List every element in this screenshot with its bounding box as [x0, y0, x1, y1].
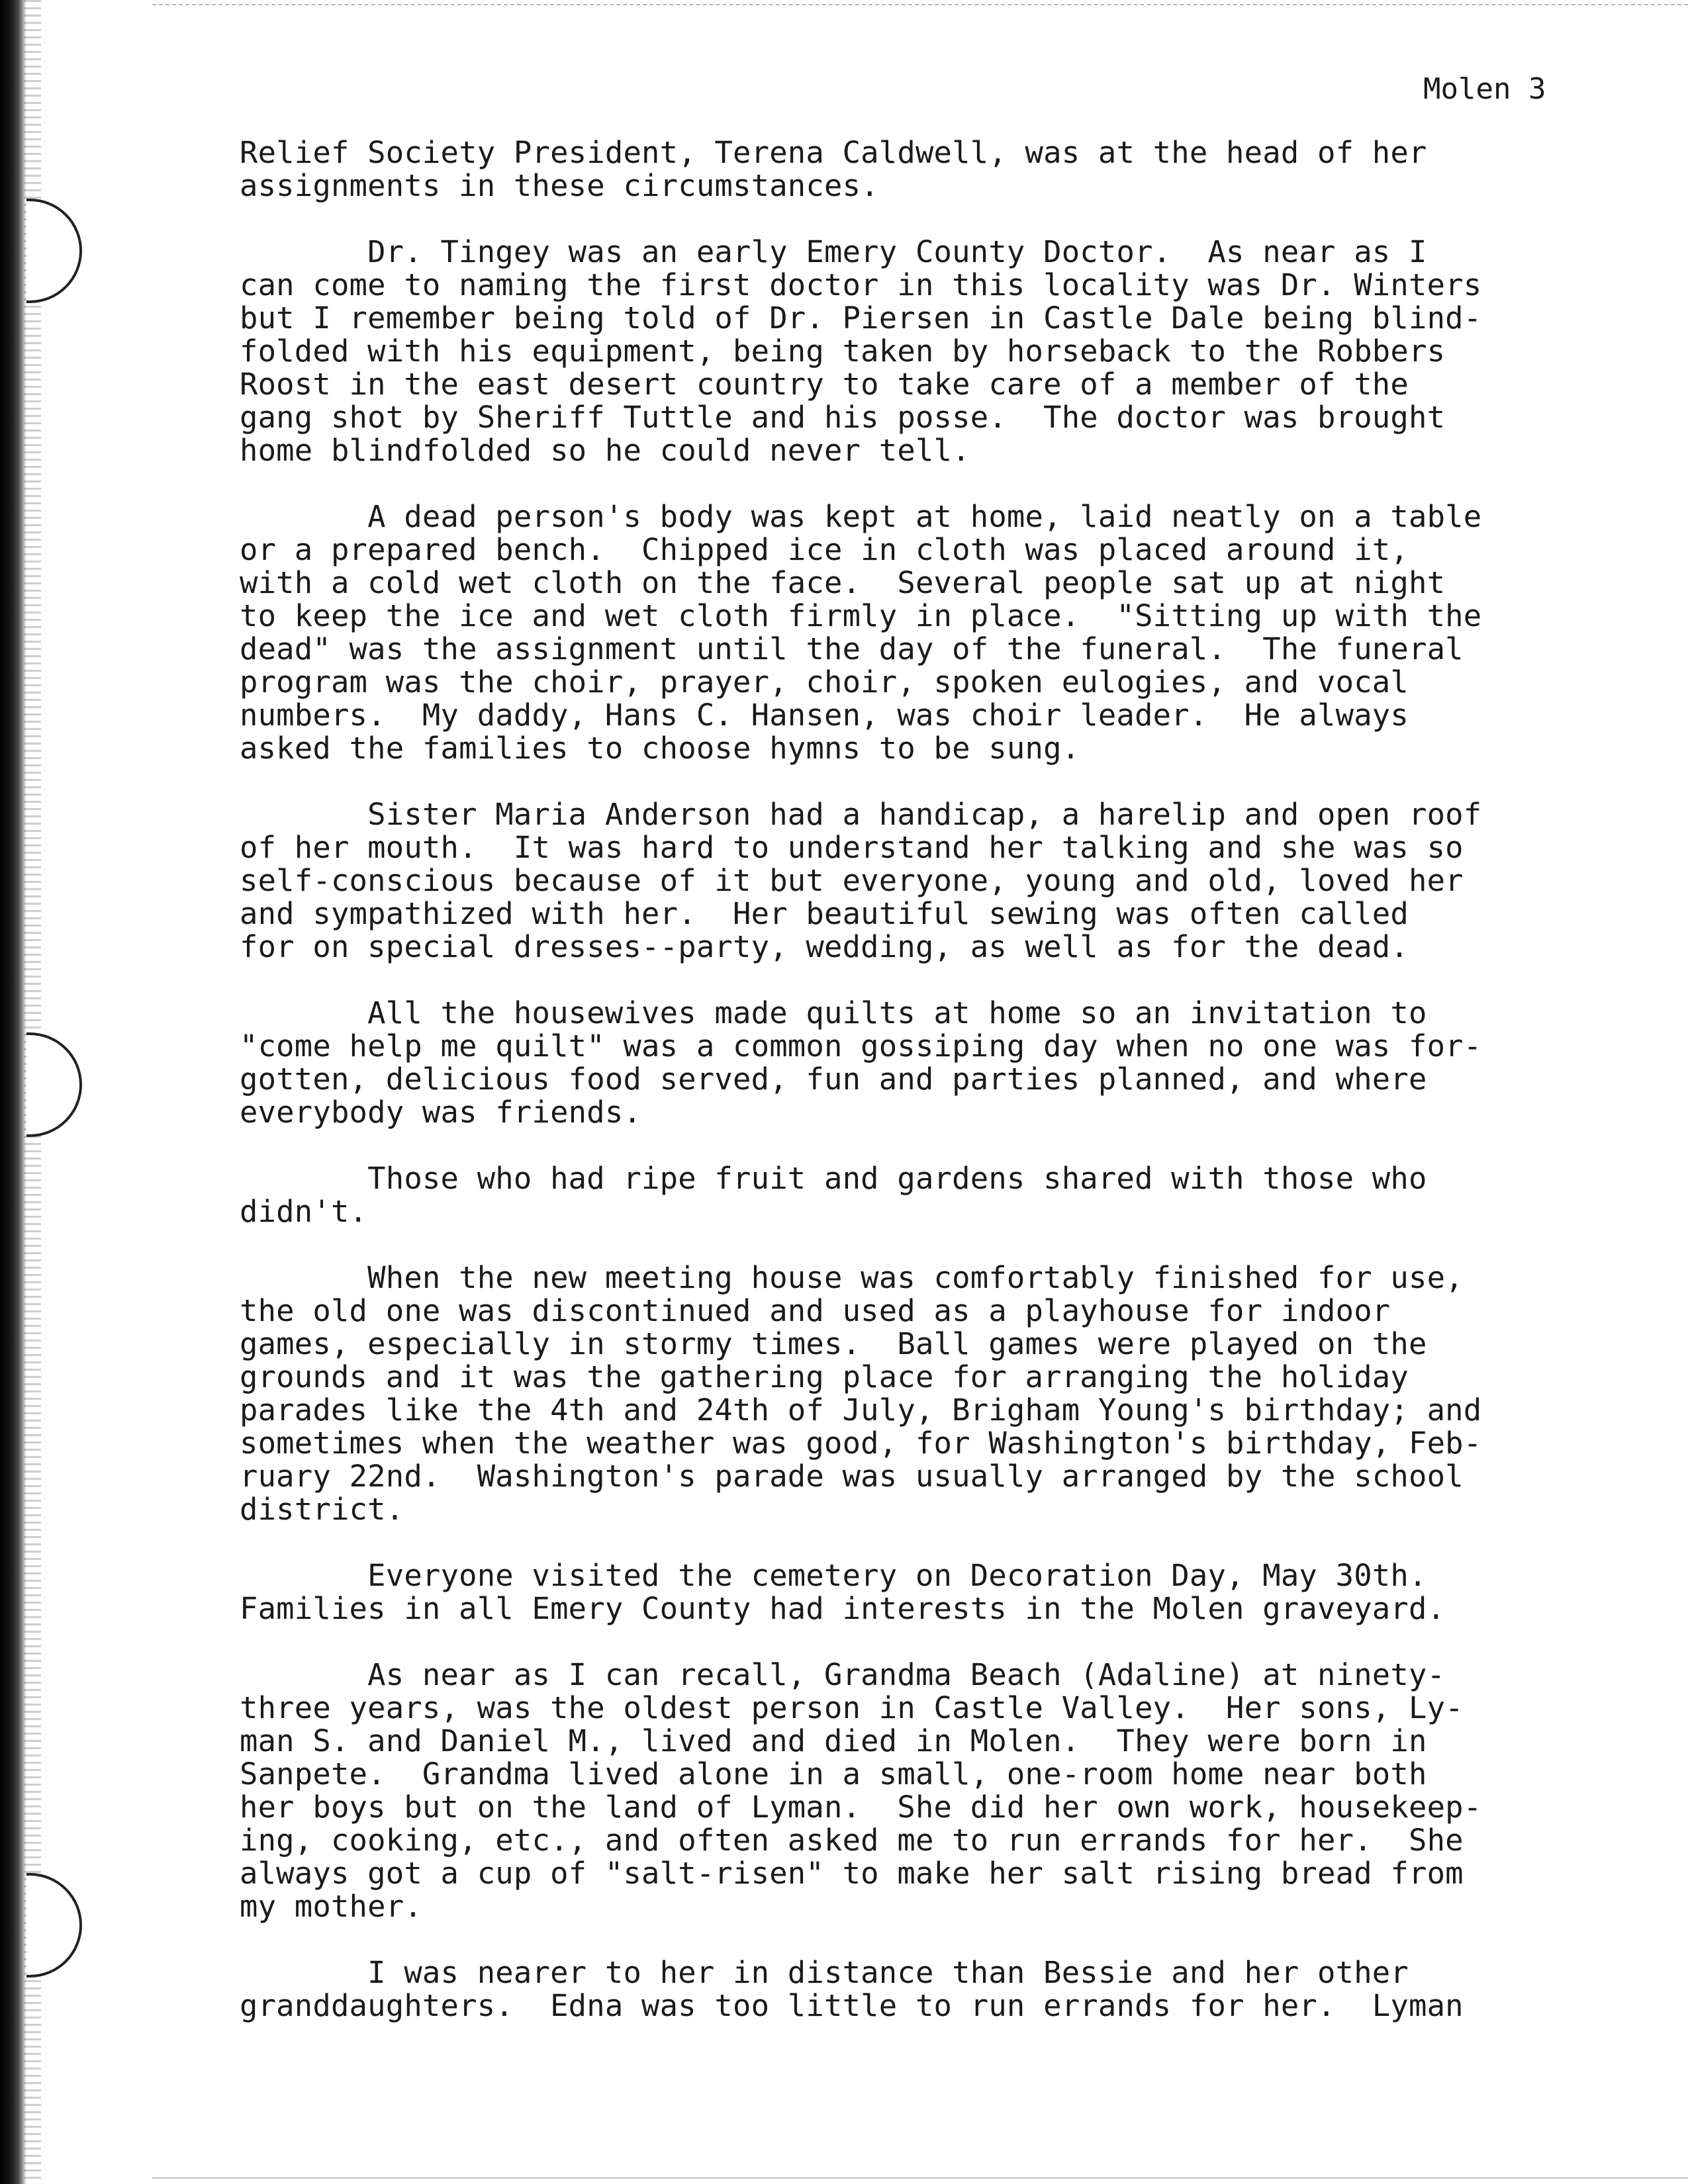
text-line: A dead person's body was kept at home, laid neatly on a table: [240, 499, 1482, 534]
text-line: district.: [240, 1492, 404, 1527]
text-line: with a cold wet cloth on the face. Several people sat up at night: [240, 565, 1446, 600]
text-line: Relief Society President, Terena Caldwell, was at the head of her: [240, 135, 1427, 170]
text-line: or a prepared bench. Chipped ice in cloth was placed around it,: [240, 532, 1409, 567]
punch-hole-bottom: [26, 1873, 82, 1978]
text-line: program was the choir, prayer, choir, spoken eulogies, and vocal: [240, 664, 1409, 700]
text-line: and sympathized with her. Her beautiful sewing was often called: [240, 896, 1409, 931]
paragraph: [240, 1659, 1590, 1923]
text-line: granddaughters. Edna was too little to run errands for her. Lyman: [240, 1988, 1464, 2023]
paragraph: [240, 1559, 1590, 1625]
text-line: sometimes when the weather was good, for Washington's birthday, Feb-: [240, 1426, 1482, 1461]
paragraph: [240, 798, 1590, 964]
paragraph: [240, 500, 1590, 765]
text-line: to keep the ice and wet cloth firmly in place. "Sitting up with the: [240, 598, 1482, 633]
paragraph: [240, 1162, 1590, 1228]
text-line: dead" was the assignment until the day of the funeral. The funeral: [240, 631, 1464, 666]
text-line: but I remember being told of Dr. Piersen in Castle Dale being blind-: [240, 300, 1482, 336]
text-line: ruary 22nd. Washington's parade was usually arranged by the school: [240, 1459, 1464, 1494]
text-line: Families in all Emery County had interests in the Molen graveyard.: [240, 1591, 1446, 1626]
text-line: everybody was friends.: [240, 1095, 642, 1130]
text-line: ing, cooking, etc., and often asked me to run errands for her. She: [240, 1823, 1464, 1858]
paragraph: [240, 997, 1590, 1129]
text-line: Dr. Tingey was an early Emery County Doctor. As near as I: [240, 234, 1427, 269]
text-line: Everyone visited the cemetery on Decoration Day, May 30th.: [240, 1558, 1427, 1593]
text-line: three years, was the oldest person in Castle Valley. Her sons, Ly-: [240, 1690, 1464, 1725]
body-text: [240, 136, 1590, 2056]
text-line: games, especially in stormy times. Ball games were played on the: [240, 1326, 1427, 1361]
text-line: asked the families to choose hymns to be sung.: [240, 731, 1080, 766]
text-line: of her mouth. It was hard to understand her talking and she was so: [240, 830, 1464, 865]
binding-edge: [0, 0, 26, 2184]
punch-hole-middle: [26, 1032, 82, 1137]
text-line: home blindfolded so he could never tell.: [240, 433, 970, 468]
text-line: Those who had ripe fruit and gardens shared with those who: [240, 1161, 1427, 1196]
paragraph: [240, 136, 1590, 203]
text-line: always got a cup of "salt-risen" to make her salt rising bread from: [240, 1856, 1464, 1891]
page-number: Molen 3: [1423, 72, 1546, 106]
text-line: All the housewives made quilts at home so an invitation to: [240, 995, 1427, 1030]
text-line: parades like the 4th and 24th of July, Brigham Young's birthday; and: [240, 1392, 1482, 1428]
bottom-edge-line: [152, 2177, 1688, 2179]
text-line: Sanpete. Grandma lived alone in a small, one-room home near both: [240, 1756, 1427, 1792]
text-line: self-conscious because of it but everyone, young and old, loved her: [240, 863, 1464, 898]
text-line: When the new meeting house was comfortably finished for use,: [240, 1260, 1464, 1295]
text-line: Roost in the east desert country to take care of a member of the: [240, 367, 1409, 402]
text-line: I was nearer to her in distance than Bessie and her other: [240, 1955, 1409, 1990]
text-line: gang shot by Sheriff Tuttle and his posse. The doctor was brought: [240, 400, 1446, 435]
text-line: for on special dresses--party, wedding, as well as for the dead.: [240, 929, 1409, 964]
text-line: "come help me quilt" was a common gossiping day when no one was for-: [240, 1028, 1482, 1064]
text-line: my mother.: [240, 1889, 422, 1924]
text-line: As near as I can recall, Grandma Beach (Adaline) at ninety-: [240, 1657, 1446, 1692]
text-line: assignments in these circumstances.: [240, 168, 879, 203]
text-line: didn't.: [240, 1194, 368, 1229]
paragraph: [240, 236, 1590, 467]
text-line: grounds and it was the gathering place for arranging the holiday: [240, 1359, 1409, 1394]
text-line: numbers. My daddy, Hans C. Hansen, was choir leader. He always: [240, 698, 1409, 733]
text-line: gotten, delicious food served, fun and parties planned, and where: [240, 1062, 1427, 1097]
top-edge-line: [152, 4, 1688, 5]
text-line: folded with his equipment, being taken by horseback to the Robbers: [240, 334, 1446, 369]
paragraph: [240, 1956, 1590, 2023]
punch-hole-top: [26, 199, 82, 303]
text-line: Sister Maria Anderson had a handicap, a harelip and open roof: [240, 797, 1482, 832]
text-line: the old one was discontinued and used as a playhouse for indoor: [240, 1293, 1391, 1328]
paragraph: [240, 1261, 1590, 1526]
text-line: her boys but on the land of Lyman. She did her own work, housekeep-: [240, 1790, 1482, 1825]
text-line: can come to naming the first doctor in this locality was Dr. Winters: [240, 267, 1482, 302]
text-line: man S. and Daniel M., lived and died in Molen. They were born in: [240, 1723, 1427, 1758]
